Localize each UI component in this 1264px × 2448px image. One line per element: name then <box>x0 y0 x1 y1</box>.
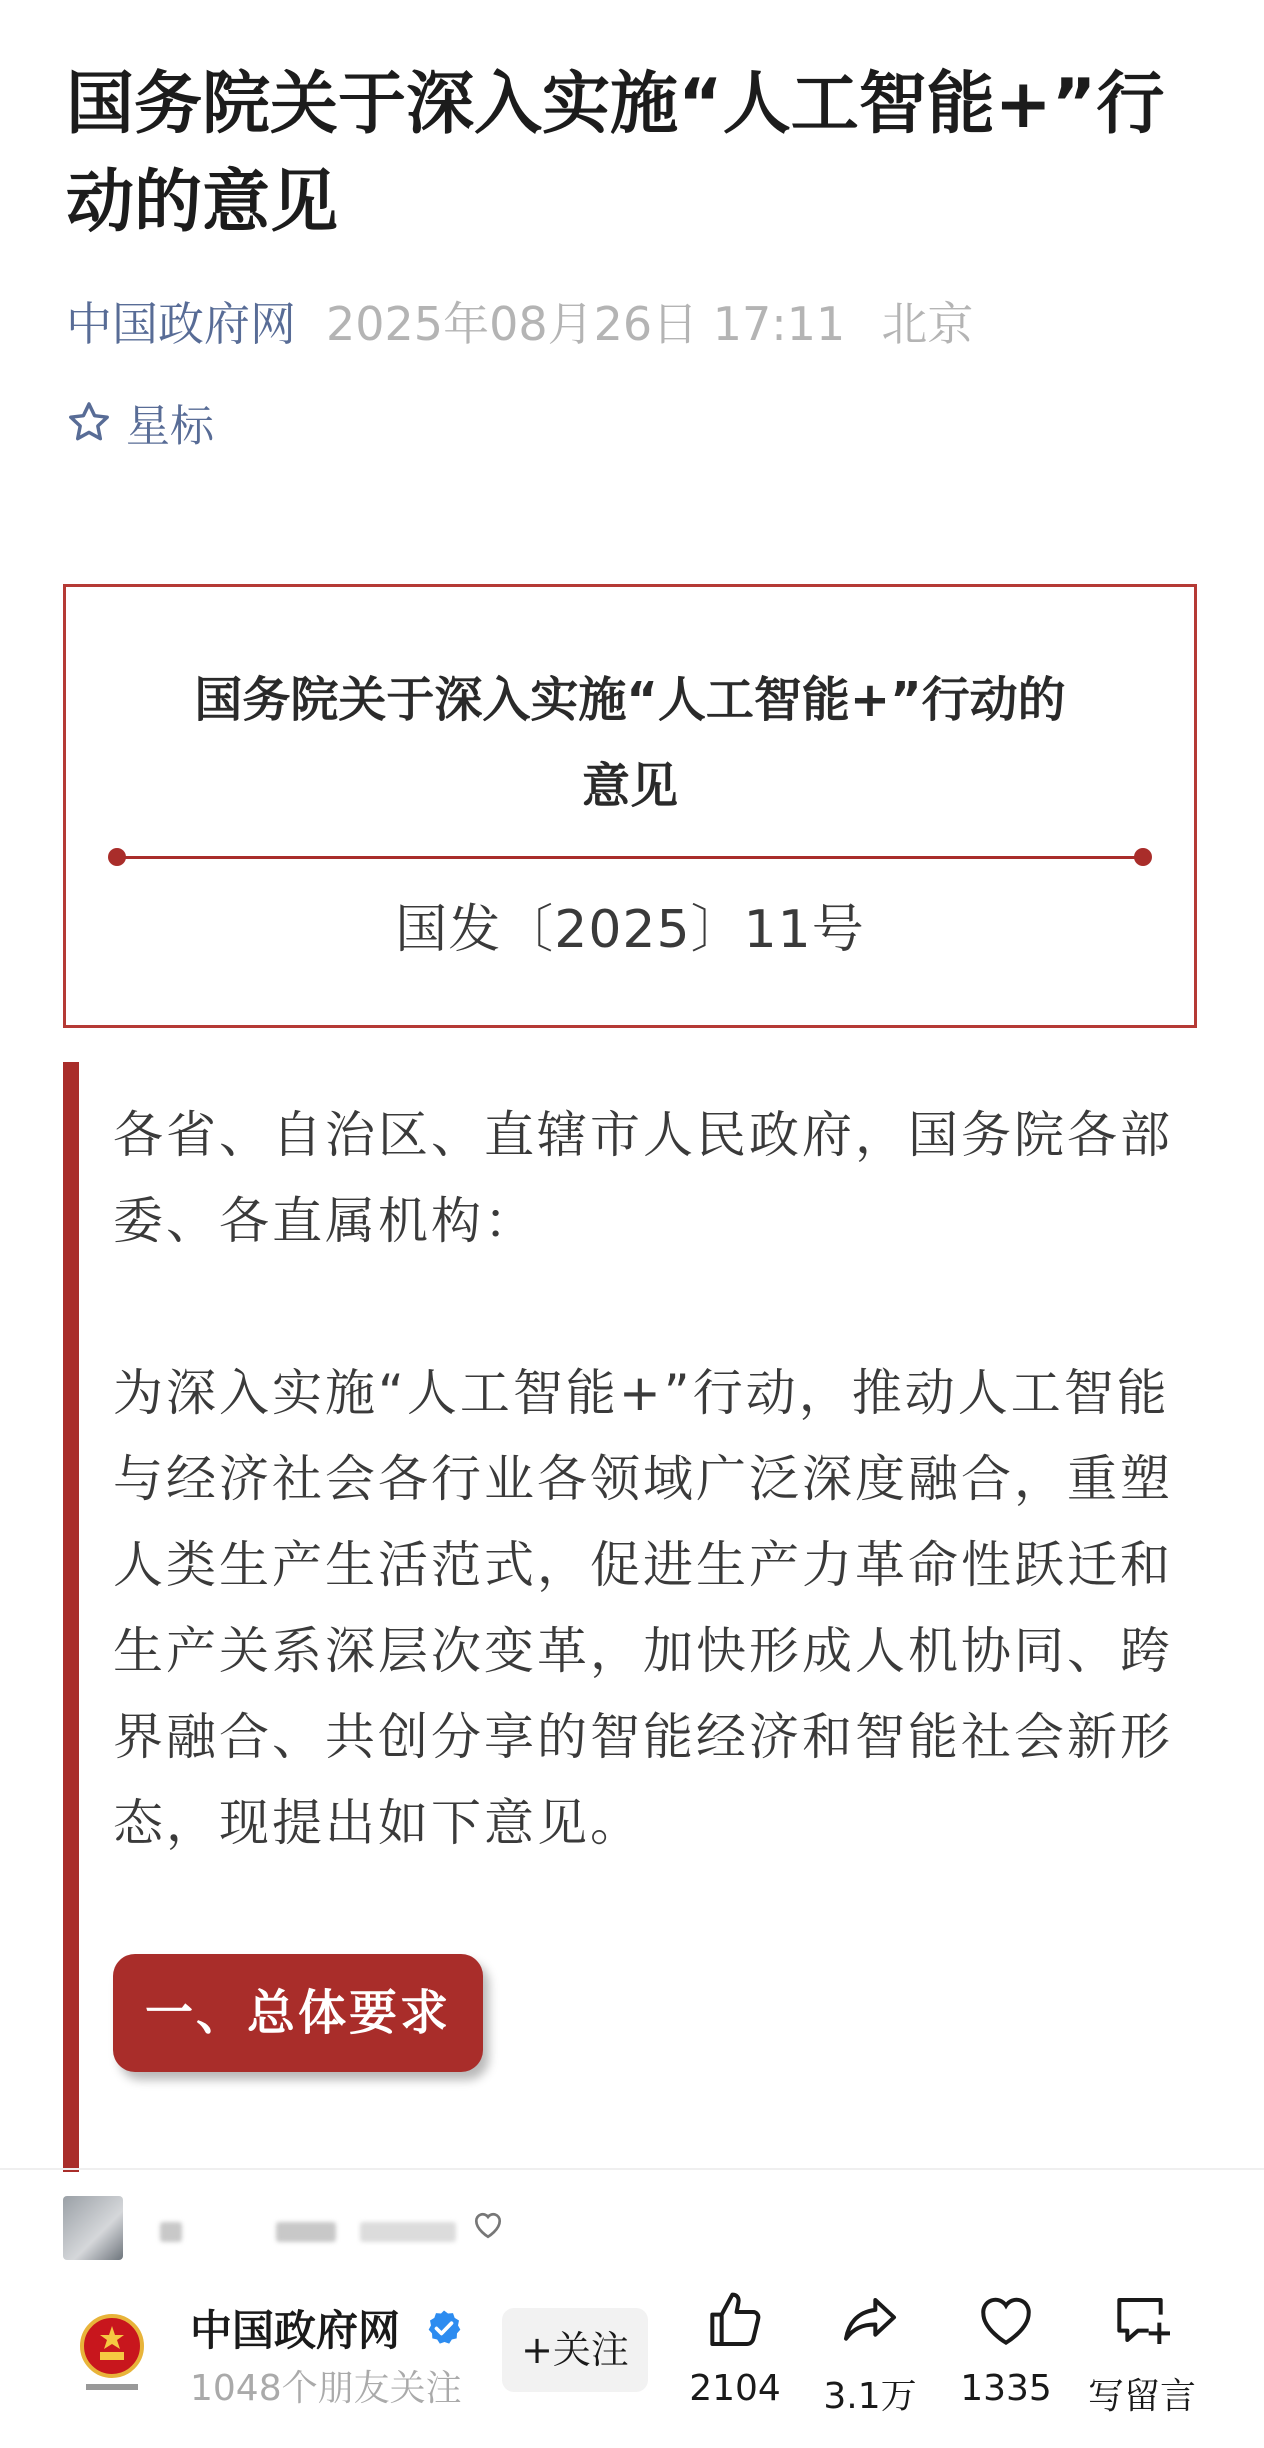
comment-button[interactable] <box>1077 2288 1207 2419</box>
publish-date: 2025年08月26日 17:11 <box>326 297 846 351</box>
comment-plus-icon <box>1110 2288 1174 2352</box>
content-accent-bar <box>63 1062 79 2172</box>
heart-icon <box>974 2288 1038 2352</box>
share-count: 3.1万 <box>823 2376 917 2417</box>
account-name[interactable]: 中国政府网 <box>190 2306 401 2355</box>
article-title: 国务院关于深入实施“人工智能+”行动的意见 <box>66 65 1165 242</box>
share-button[interactable] <box>805 2288 935 2419</box>
verified-icon <box>424 2308 464 2348</box>
bottom-divider <box>0 2168 1264 2170</box>
section-heading-general-requirements: 一、总体要求 <box>113 1954 483 2072</box>
small-heart-icon <box>470 2206 506 2242</box>
star-icon <box>66 399 112 445</box>
bottom-action-bar <box>0 2272 1264 2448</box>
star-label: 星标 <box>126 401 214 452</box>
like-count: 2104 <box>689 2368 781 2409</box>
divider-dot-left <box>108 848 126 866</box>
followers-count: 1048个朋友关注 <box>190 2368 462 2409</box>
document-header-box <box>63 584 1197 1028</box>
comment-label: 写留言 <box>1087 2376 1196 2417</box>
intro-paragraph: 为深入实施“人工智能+”行动，推动人工智能与经济社会各行业各领域广泛深度融合，重塑人类生产生活范式，促进生产力革命性跃迁和生产关系深层次变革，加快形成人机协同、跨界融合、共创分享的智能经济和智能社会新形态，现提出如下意见。 <box>113 1364 1173 1852</box>
follow-button[interactable]: +关注 <box>502 2308 648 2392</box>
publish-location: 北京 <box>881 297 974 351</box>
national-emblem-logo[interactable] <box>76 2312 148 2406</box>
addressee-paragraph: 各省、自治区、直辖市人民政府，国务院各部委、各直属机构： <box>113 1106 1173 1250</box>
favorite-count: 1335 <box>960 2368 1052 2409</box>
blurred-text <box>276 2222 336 2242</box>
thumbs-up-icon <box>703 2288 767 2352</box>
blurred-text <box>360 2222 456 2242</box>
document-title: 国务院关于深入实施“人工智能+”行动的意见 <box>194 672 1066 814</box>
favorite-button[interactable] <box>941 2288 1071 2409</box>
divider-dot-right <box>1134 848 1152 866</box>
source-link[interactable]: 中国政府网 <box>66 297 296 351</box>
reader-avatar <box>63 2196 123 2260</box>
article-meta <box>66 294 973 354</box>
document-number: 国发〔2025〕11号 <box>395 900 865 960</box>
like-button[interactable] <box>670 2288 800 2409</box>
star-button[interactable] <box>66 390 214 454</box>
share-icon <box>838 2288 902 2352</box>
blurred-text <box>160 2222 182 2242</box>
red-divider <box>116 856 1144 859</box>
